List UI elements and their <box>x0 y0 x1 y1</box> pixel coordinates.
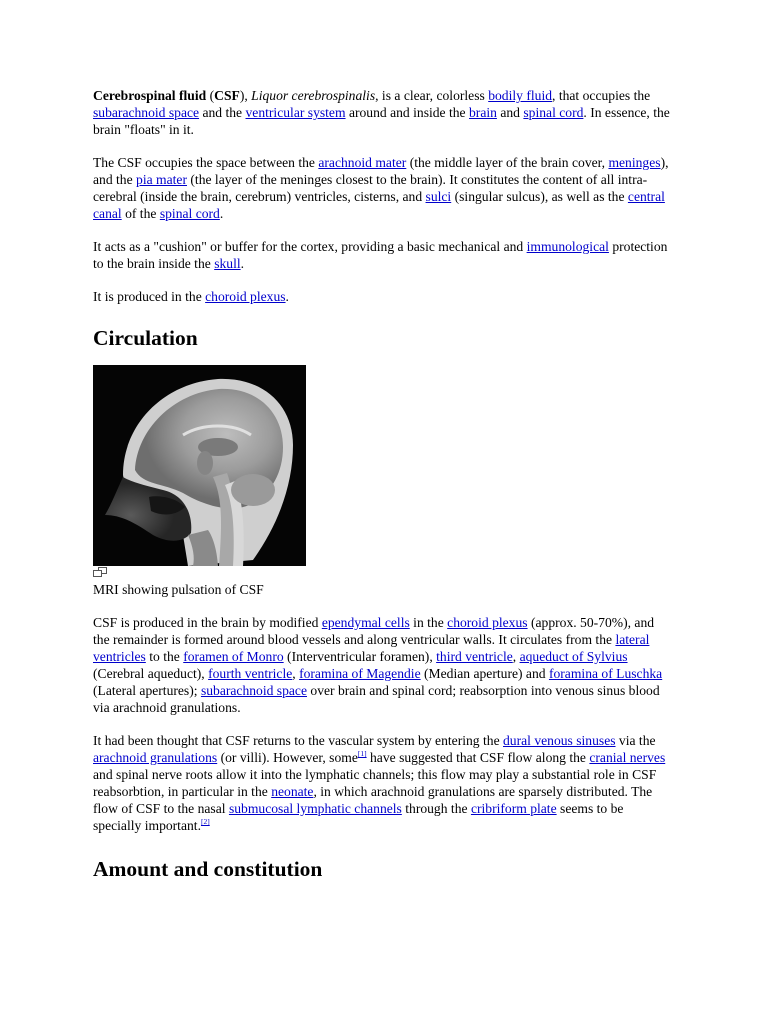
reference-2 <box>201 817 210 826</box>
link-choroid-plexus[interactable]: choroid plexus <box>205 289 286 304</box>
abbr-bold: CSF <box>214 88 240 103</box>
link-lateral-ventricles[interactable]: lateral ventricles <box>93 632 650 664</box>
paragraph-reabsorption <box>93 732 673 834</box>
text-run: , <box>512 649 520 664</box>
text-run: have suggested that CSF flow along the <box>366 750 590 765</box>
link-sulci[interactable]: sulci <box>425 189 452 204</box>
text-run: seems to be specially important. <box>93 801 624 833</box>
link-cranial-nerves[interactable]: cranial nerves <box>589 750 666 765</box>
link-third-ventricle[interactable]: third ventricle <box>436 649 513 664</box>
text-run: CSF is produced in the brain by modified <box>93 615 322 630</box>
text-run: ), and the <box>93 155 669 187</box>
text-run: (Lateral apertures); <box>93 683 201 698</box>
link-neonate[interactable]: neonate <box>271 784 314 799</box>
figure-caption: MRI showing pulsation of CSF <box>93 582 264 597</box>
mri-image[interactable] <box>93 365 306 566</box>
text-run: . <box>240 256 245 271</box>
reference-link-1[interactable]: [1] <box>357 749 367 758</box>
text-run: (Cerebral aqueduct), <box>93 666 209 681</box>
text-run: (the middle layer of the brain cover, <box>406 155 609 170</box>
term-bold: Cerebrospinal fluid <box>93 88 207 103</box>
paragraph-produced <box>93 288 673 305</box>
text-run: (approx. 50-70%), and the remainder is formed around blood vessels and along ventricular walls. It circulates from the <box>93 615 655 647</box>
text-run: (or villi). However, some <box>217 750 358 765</box>
paragraph-cushion <box>93 238 673 272</box>
text-run: . <box>219 206 224 221</box>
text-run: over brain and spinal cord; reabsorption into venous sinus blood via arachnoid granulations. <box>93 683 660 715</box>
link-subarachnoid-space[interactable]: subarachnoid space <box>200 683 307 698</box>
link-immunological[interactable]: immunological <box>526 239 609 254</box>
text-run: ( <box>206 88 215 103</box>
link-dural-venous-sinuses[interactable]: dural venous sinuses <box>503 733 616 748</box>
article-body <box>93 87 673 896</box>
enlarge-icon[interactable] <box>93 567 107 577</box>
text-run: It acts as a "cushion" or buffer for the cortex, providing a basic mechanical and <box>93 239 527 254</box>
paragraph-space <box>93 154 673 222</box>
text-run: (singular sulcus), as well as the <box>451 189 628 204</box>
text-run: around and inside the <box>345 105 469 120</box>
link-spinal-cord[interactable]: spinal cord <box>523 105 584 120</box>
link-pia-mater[interactable]: pia mater <box>136 172 187 187</box>
link-arachnoid-granulations[interactable]: arachnoid granulations <box>93 750 218 765</box>
link-arachnoid-mater[interactable]: arachnoid mater <box>318 155 407 170</box>
intro-paragraph <box>93 87 673 138</box>
reference-link-2[interactable]: [2] <box>200 817 210 826</box>
text-run: and <box>496 105 524 120</box>
text-run: . <box>285 289 289 304</box>
text-run: , is a clear, colorless <box>375 88 489 103</box>
text-run: , <box>292 666 300 681</box>
reference-1 <box>358 749 367 758</box>
text-run: It is produced in the <box>93 289 206 304</box>
link-aqueduct-of-sylvius[interactable]: aqueduct of Sylvius <box>519 649 628 664</box>
link-brain[interactable]: brain <box>469 105 497 120</box>
text-run: to the <box>145 649 184 664</box>
link-fourth-ventricle[interactable]: fourth ventricle <box>208 666 293 681</box>
link-ventricular-system[interactable]: ventricular system <box>245 105 346 120</box>
link-choroid-plexus[interactable]: choroid plexus <box>447 615 528 630</box>
section-heading-amount: Amount and constitution <box>93 857 323 881</box>
text-run: of the <box>121 206 160 221</box>
text-run: protection to the brain inside the <box>93 239 668 271</box>
latin-name: Liquor cerebrospinalis <box>251 88 376 103</box>
link-meninges[interactable]: meninges <box>608 155 661 170</box>
link-spinal-cord[interactable]: spinal cord <box>159 206 220 221</box>
text-run: It had been thought that CSF returns to the vascular system by entering the <box>93 733 503 748</box>
text-run: and spinal nerve roots allow it into the lymphatic channels; this flow may play a substantial role in CSF reabsorbtion, in particular in the <box>93 767 657 799</box>
text-run: , that occupies the <box>552 88 651 103</box>
text-run: in the <box>409 615 448 630</box>
link-foramina-of-luschka[interactable]: foramina of Luschka <box>548 666 663 681</box>
text-run: (the layer of the meninges closest to the brain). It constitutes the content of all intra-cerebral (inside the brain, cerebrum) ventricles, cisterns, and <box>93 172 648 204</box>
link-foramina-of-magendie[interactable]: foramina of Magendie <box>299 666 421 681</box>
link-ependymal-cells[interactable]: ependymal cells <box>321 615 410 630</box>
text-run: through the <box>401 801 471 816</box>
text-run: (Median aperture) and <box>420 666 549 681</box>
text-run: The CSF occupies the space between the <box>93 155 319 170</box>
text-run: ), <box>239 88 252 103</box>
text-run: . In essence, the brain "floats" in it. <box>93 105 670 137</box>
text-run: (Interventricular foramen), <box>283 649 437 664</box>
text-run: via the <box>615 733 656 748</box>
link-bodily-fluid[interactable]: bodily fluid <box>488 88 553 103</box>
mri-figure <box>93 365 673 598</box>
link-subarachnoid-space[interactable]: subarachnoid space <box>93 105 200 120</box>
link-submucosal-lymphatic-channels[interactable]: submucosal lymphatic channels <box>228 801 402 816</box>
text-run: and the <box>199 105 246 120</box>
link-skull[interactable]: skull <box>214 256 241 271</box>
section-heading-circulation: Circulation <box>93 326 198 350</box>
link-foramen-of-monro[interactable]: foramen of Monro <box>183 649 284 664</box>
paragraph-production <box>93 614 673 716</box>
link-central-canal[interactable]: central canal <box>93 189 665 221</box>
text-run: , in which arachnoid granulations are sparsely distributed. The flow of CSF to the nasal <box>93 784 653 816</box>
link-cribriform-plate[interactable]: cribriform plate <box>470 801 557 816</box>
